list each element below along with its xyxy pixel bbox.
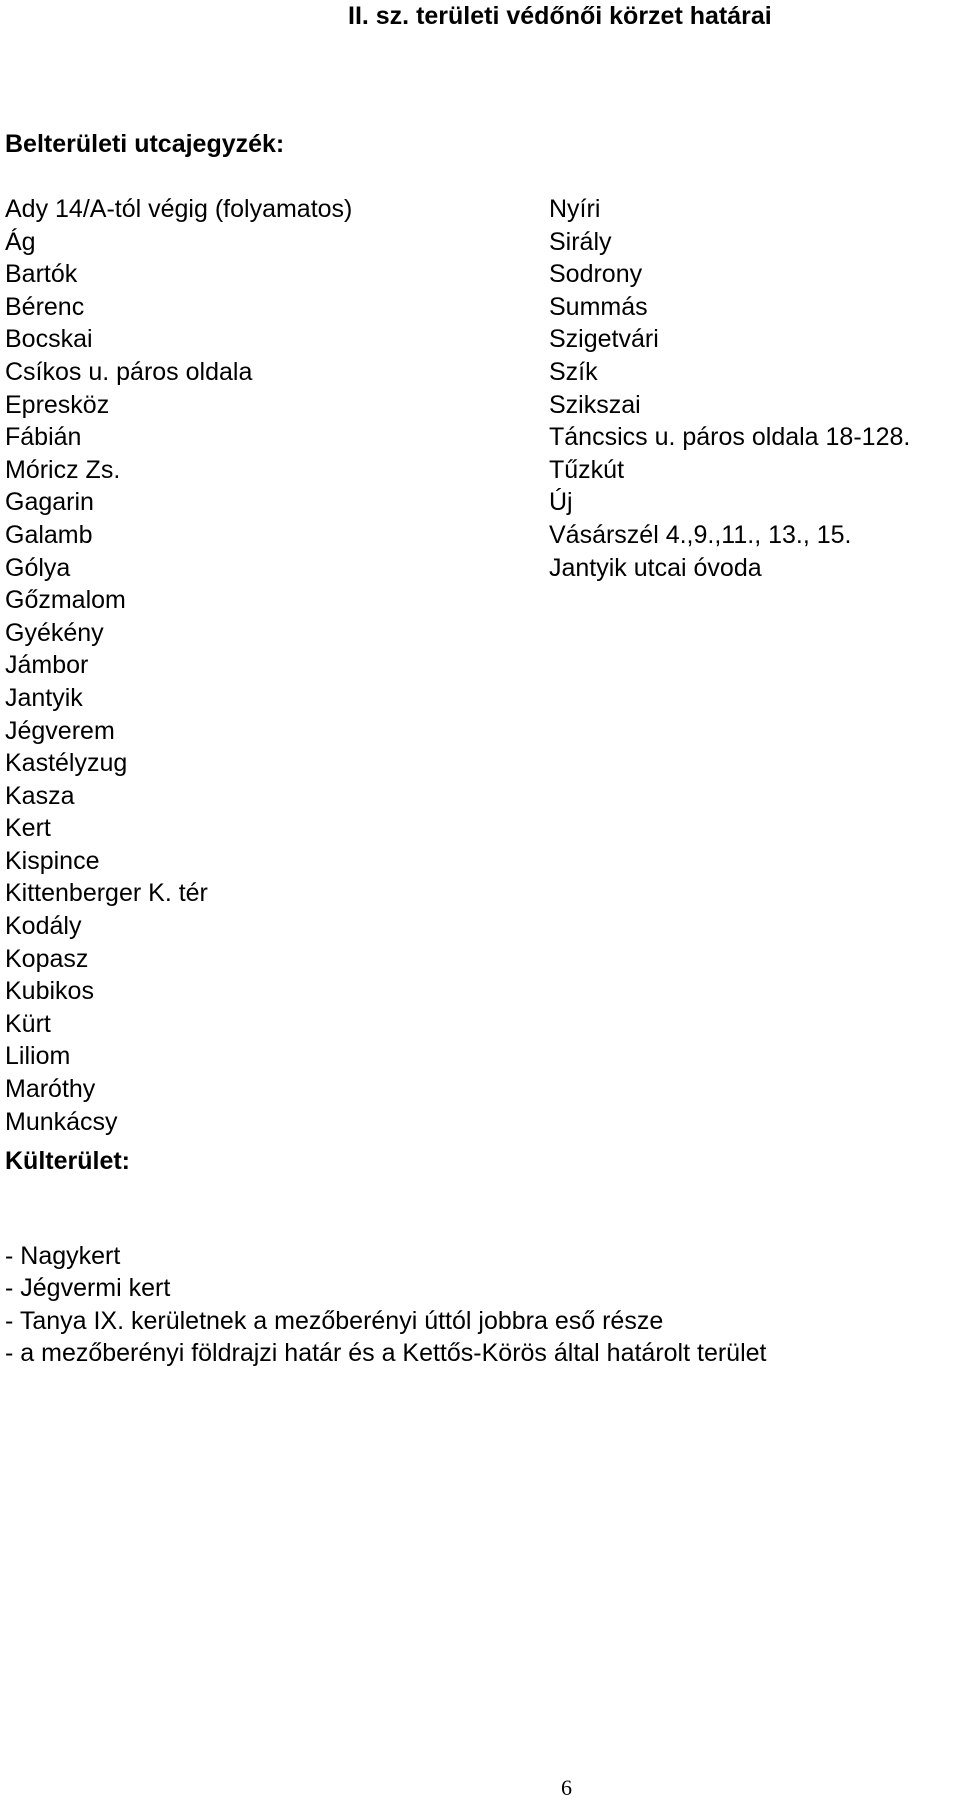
street-item: Jantyik: [5, 683, 83, 712]
kulterulet-item: - Nagykert: [5, 1242, 121, 1270]
street-item: Tűzkút: [549, 455, 625, 484]
street-item: Szikszai: [549, 390, 641, 419]
street-item: Jantyik utcai óvoda: [549, 553, 762, 582]
street-item: Munkácsy: [5, 1107, 118, 1136]
street-item: Táncsics u. páros oldala 18-128.: [549, 423, 911, 452]
street-item: Kittenberger K. tér: [5, 879, 208, 908]
street-item: Móricz Zs.: [5, 455, 121, 484]
street-item: Gőzmalom: [5, 586, 126, 615]
kulterulet-list: [5, 1240, 767, 1370]
street-item: Gyékény: [5, 618, 104, 647]
street-item: Kastélyzug: [5, 749, 128, 778]
street-item: Szík: [549, 357, 598, 386]
street-item: Galamb: [5, 520, 93, 549]
street-item: Gólya: [5, 553, 71, 582]
street-item: Sirály: [549, 227, 612, 256]
street-item: Jámbor: [5, 651, 89, 680]
street-item: Csíkos u. páros oldala: [5, 357, 253, 386]
page-number: 6: [561, 1775, 572, 1800]
belterulet-heading: Belterületi utcajegyzék:: [5, 130, 285, 158]
kulterulet-item: - a mezőberényi földrajzi határ és a Kettős-Körös által határolt terület: [5, 1339, 767, 1368]
street-item: Kispince: [5, 846, 100, 875]
street-item: Kert: [5, 814, 51, 843]
street-list-left: [5, 193, 352, 1138]
street-item: Sodrony: [549, 260, 643, 289]
street-item: Kürt: [5, 1009, 51, 1038]
street-item: Nyíri: [549, 195, 601, 223]
street-item: Kopasz: [5, 944, 89, 973]
street-item: Fábián: [5, 423, 82, 452]
kulterulet-item: - Jégvermi kert: [5, 1274, 171, 1303]
street-item: Kasza: [5, 781, 75, 810]
street-list-right: [549, 193, 910, 584]
street-item: Kodály: [5, 912, 82, 941]
street-item: Vásárszél 4.,9.,11., 13., 15.: [549, 520, 852, 549]
street-item: Bocskai: [5, 325, 93, 354]
street-item: Ág: [5, 227, 36, 256]
kulterulet-item: - Tanya IX. kerületnek a mezőberényi úttól jobbra eső része: [5, 1306, 664, 1335]
street-item: Jégverem: [5, 716, 115, 745]
street-item: Bérenc: [5, 292, 85, 321]
street-item: Új: [549, 488, 573, 517]
street-item: Gagarin: [5, 488, 94, 517]
kulterulet-heading: Külterület:: [5, 1147, 130, 1175]
street-item: Maróthy: [5, 1075, 96, 1104]
street-item: Epresköz: [5, 390, 110, 419]
street-item: Szigetvári: [549, 325, 659, 354]
street-item: Bartók: [5, 260, 78, 289]
street-item: Kubikos: [5, 977, 94, 1006]
street-item: Liliom: [5, 1042, 71, 1071]
street-item: Ady 14/A-tól végig (folyamatos): [5, 195, 353, 223]
page-title: II. sz. területi védőnői körzet határai: [348, 2, 772, 30]
street-item: Summás: [549, 292, 648, 321]
